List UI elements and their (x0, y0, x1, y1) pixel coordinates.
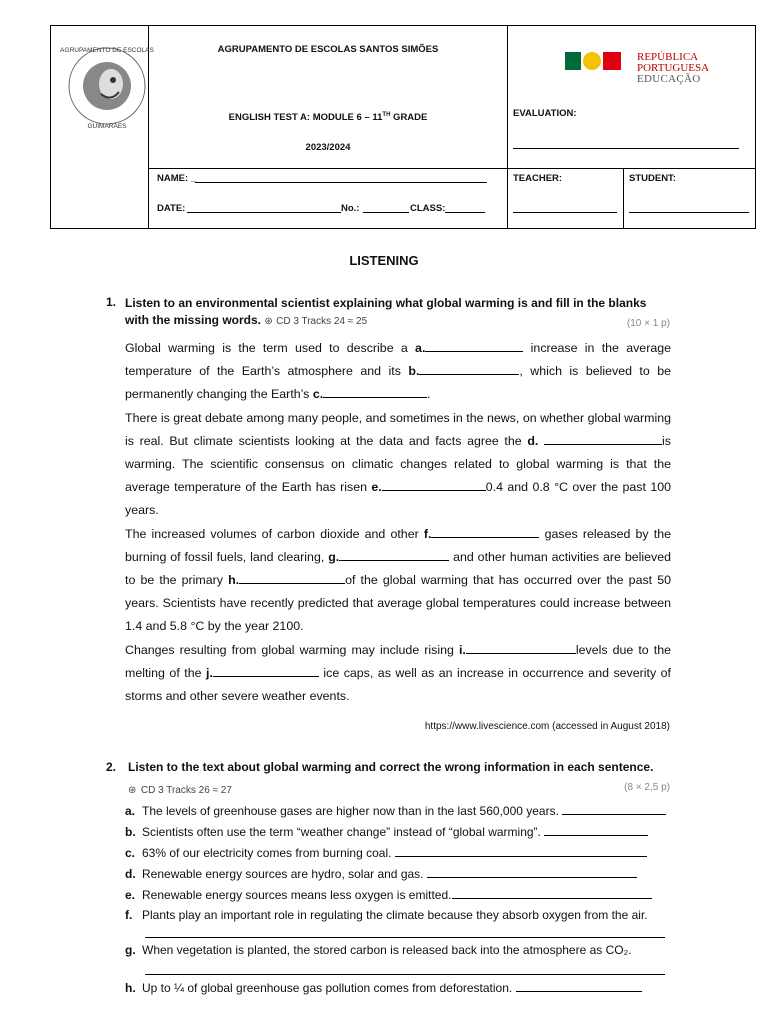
blank-i[interactable] (466, 642, 576, 654)
blank-e[interactable] (382, 479, 486, 491)
q2-number: 2. (106, 760, 117, 774)
q1-points: (10 × 1 p) (626, 318, 670, 329)
svg-text:GUIMARÃES: GUIMARÃES (87, 123, 127, 130)
blank-c[interactable] (323, 386, 427, 398)
q1-instruction: Listen to an environmental scientist explaining what global warming is and fill in the blanks with the missing words. ⊛ CD 3 Tracks 24 ≈ 25 (125, 296, 647, 327)
cd-icon: ⊛ (128, 785, 137, 796)
cd-icon: ⊛ (264, 316, 273, 327)
flag-icon (565, 52, 621, 70)
answer-g[interactable] (145, 974, 665, 975)
q1-source: https://www.livescience.com (accessed in August 2018) (424, 721, 670, 732)
answer-e[interactable] (452, 887, 652, 899)
answer-b[interactable] (544, 824, 648, 836)
republic-line2: PORTUGUESA (637, 62, 710, 74)
list-item: a. The levels of greenhouse gases are higher now than in the last 560,000 years. (125, 803, 685, 818)
list-item: d. Renewable energy sources are hydro, solar and gas. (125, 866, 685, 881)
list-item: g. When vegetation is planted, the stored carbon is released back into the atmosphere as CO₂. (125, 943, 632, 957)
list-item: c. 63% of our electricity comes from burning coal. (125, 845, 685, 860)
blank-h[interactable] (239, 572, 345, 584)
republic-line3: EDUCAÇÃO (637, 73, 701, 85)
answer-c[interactable] (395, 845, 647, 857)
name-label: NAME: _ (157, 173, 197, 184)
teacher-label: TEACHER: (513, 173, 563, 184)
blank-b[interactable] (419, 363, 519, 375)
q2-cd-tracks: CD 3 Tracks 26 ≈ 27 (140, 785, 232, 796)
q1-cd-tracks: CD 3 Tracks 24 ≈ 25 (276, 316, 368, 327)
q2-points: (8 × 2,5 p) (624, 782, 670, 793)
section-title: LISTENING (349, 253, 419, 268)
answer-a[interactable] (562, 803, 666, 815)
number-field[interactable] (363, 212, 409, 213)
republic-logo (565, 51, 710, 85)
evaluation-field[interactable] (513, 148, 739, 149)
svg-text:AGRUPAMENTO DE ESCOLAS: AGRUPAMENTO DE ESCOLAS (60, 47, 154, 54)
blank-f[interactable] (431, 526, 539, 538)
class-label: CLASS: (410, 203, 446, 214)
list-item: e. Renewable energy sources means less oxygen is emitted. (125, 887, 685, 902)
list-item: f. Plants play an important role in regulating the climate because they absorb oxygen from the air. (125, 908, 648, 922)
header-table (50, 25, 756, 229)
test-title: ENGLISH TEST A: MODULE 6 – 11TH GRADE (228, 112, 428, 124)
school-name: AGRUPAMENTO DE ESCOLAS SANTOS SIMÕES (217, 44, 439, 55)
answer-h[interactable] (516, 980, 642, 992)
list-item: b. Scientists often use the term “weather change” instead of “global warming”. (125, 824, 685, 839)
blank-j[interactable] (213, 665, 319, 677)
blank-a[interactable] (425, 340, 523, 352)
date-label: DATE: (157, 203, 186, 214)
q1-passage: Global warming is the term used to describe a a. increase in the average temperature of the Earth’s atmosphere and its b. , which is believed to be permanently changing the Earth’s c. . There is great debate among many people, and sometimes in the news, on whether global warming is real. But climate scientists looking at the data and facts agree the d. is warming. The scientific consensus on climatic changes related to global warming is that the average temperature of the Earth has risen e. 0.4 and 0.8 °C over the past 100 years. The increased volumes of carbon dioxide and other f. gases released by the burning of fossil fuels, land clearing, g. and other human activities are believed to be the primary h. of the global warming that has occurred over the past 50 years. Scientists have recently predicted that average global temperatures could increase between 1.4 and 5.8 °C by the year 2100. Changes resulting from global warming may include rising i. levels due to the melting of the j. ice caps, as well as an increase in occurrence and severity of storms and other severe weather events. (125, 341, 672, 704)
date-field[interactable] (187, 212, 341, 213)
blank-d[interactable] (544, 433, 662, 445)
school-logo (60, 40, 154, 132)
answer-d[interactable] (427, 866, 637, 878)
list-item: h. Up to ¼ of global greenhouse gas pollution comes from deforestation. (125, 980, 685, 995)
blank-g[interactable] (339, 549, 449, 561)
evaluation-label: EVALUATION: (513, 108, 577, 119)
class-field[interactable] (445, 212, 485, 213)
teacher-field[interactable] (513, 212, 617, 213)
school-year: 2023/2024 (305, 142, 351, 153)
q2-instruction: Listen to the text about global warming and correct the wrong information in each sentence. (128, 760, 654, 774)
name-field[interactable] (195, 182, 487, 183)
number-label: No.: (341, 203, 360, 214)
answer-f[interactable] (145, 937, 665, 938)
student-label: STUDENT: (629, 173, 676, 184)
republic-line1: REPÚBLICA (637, 51, 699, 63)
q2-cd (128, 780, 232, 798)
student-field[interactable] (629, 212, 749, 213)
q1-number: 1. (106, 295, 117, 309)
